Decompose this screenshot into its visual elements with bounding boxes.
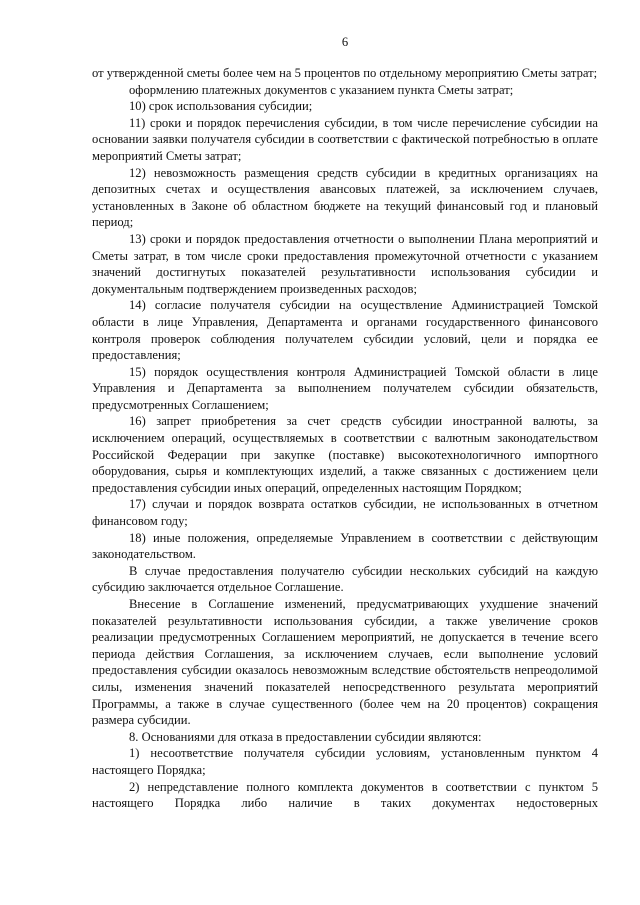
paragraph-item-16: 16) запрет приобретения за счет средств субсидии иностранной валюты, за исключением операций, осуществляемых в соответствии с валютным законодательством Российской Федерации при закупке (поставке) высокотехнологичного импортного оборудования, сырья и комплектующих изделий, а также связанных с достижением цели предоставления субсидии иных операций, определенных настоящим Порядком; [92,414,598,495]
paragraph-refusal-2: 2) непредставление полного комплекта документов в соответствии с пунктом 5 настоящего Порядка либо наличие в таких документах недостоверных [92,779,598,811]
paragraph-item-12: 12) невозможность размещения средств субсидии в кредитных организациях на депозитных счетах и осуществления авансовых платежей, за исключением случаев, установленных в Законе об областном бюджете на текущий финансовый год и плановый период; [92,165,598,230]
paragraph-item-17: 17) случаи и порядок возврата остатков субсидии, не использованных в отчетном финансовом году; [92,497,598,529]
paragraph-item-11: 11) сроки и порядок перечисления субсидии, в том числе перечисление субсидии на основании заявки получателя субсидии в соответствии с фактической потребностью в оплате мероприятий Сметы затрат; [92,115,598,163]
paragraph-item-13: 13) сроки и порядок предоставления отчетности о выполнении Плана мероприятий и Сметы затрат, в том числе сроки предоставления промежуточной отчетности с указанием значений достигнутых показателей результативности использования субсидии и документальным подтверждением произведенных расходов; [92,231,598,296]
paragraph-item-18: 18) иные положения, определяемые Управлением в соответствии с действующим законодательством. [92,530,598,562]
paragraph-continuation: от утвержденной сметы более чем на 5 процентов по отдельному мероприятию Сметы затрат; [92,66,598,80]
paragraph-item-14: 14) согласие получателя субсидии на осуществление Администрацией Томской области в лице Управления, Департамента и органами государственного финансового контроля проверок соблюдения получателем субсидии условий, цели и порядка ее предоставления; [92,298,598,363]
paragraph-payment-docs: оформлению платежных документов с указанием пункта Сметы затрат; [129,82,514,97]
paragraph-item-10: 10) срок использования субсидии; [129,99,313,114]
paragraph-item-15: 15) порядок осуществления контроля Администрацией Томской области в лице Управления и Департамента за выполнением получателем субсидии обязательств, предусмотренных Соглашением; [92,364,598,412]
paragraph-multiple-subsidies: В случае предоставления получателю субсидии нескольких субсидий на каждую субсидию заключается отдельное Соглашение. [92,563,598,595]
page-number: 6 [341,35,349,49]
paragraph-section-8: 8. Основаниями для отказа в предоставлении субсидии являются: [129,729,482,744]
paragraph-refusal-1: 1) несоответствие получателя субсидии условиям, установленным пунктом 4 настоящего Порядка; [92,746,598,777]
paragraph-agreement-changes: Внесение в Соглашение изменений, предусматривающих ухудшение значений показателей результативности использования субсидии, а также увеличение сроков реализации предусмотренных Соглашением мероприятий, не допускается в течение всего периода действия Соглашения, за исключением случаев, если выполнение условий предоставления субсидии оказалось невозможным вследствие обстоятельств непреодолимой силы, изменения значений показателей непосредственного результата мероприятий Программы, а также в случае существенного (более чем на 20 процентов) сокращения размера субсидии. [92,597,598,728]
